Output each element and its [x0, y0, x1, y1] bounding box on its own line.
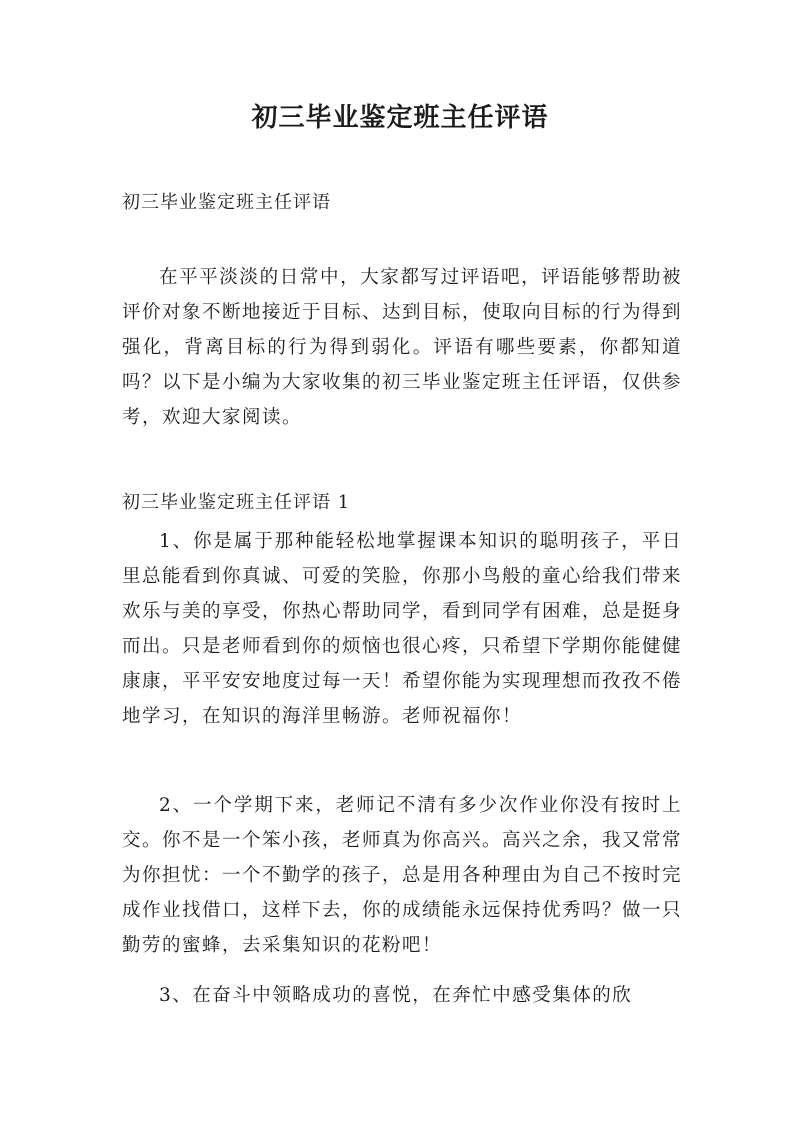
comment-paragraph-2: 2、一个学期下来，老师记不清有多少次作业你没有按时上交。你不是一个笨小孩，老师真为你高兴。高兴之余，我又常常为你担忧：一个不勤学的孩子，总是用各种理由为自己不按时完成作业找借口，这样下去，你的成绩能永远保持优秀吗？做一只勤劳的蜜蜂，去采集知识的花粉吧！	[122, 795, 683, 956]
comment-paragraph-3: 3、在奋斗中领略成功的喜悦，在奔忙中感受集体的欣	[159, 985, 633, 1006]
intro-paragraph: 在平平淡淡的日常中，大家都写过评语吧，评语能够帮助被评价对象不断地接近于目标、达到目标，使取向目标的行为得到强化，背离目标的行为得到弱化。评语有哪些要素，你都知道吗？以下是小编为大家收集的初三毕业鉴定班主任评语，仅供参考，欢迎大家阅读。	[122, 267, 683, 428]
page-title: 初三毕业鉴定班主任评语	[251, 103, 549, 133]
subtitle: 初三毕业鉴定班主任评语	[122, 192, 331, 213]
section-heading: 初三毕业鉴定班主任评语 1	[122, 492, 351, 513]
comment-paragraph-1: 1、你是属于那种能轻松地掌握课本知识的聪明孩子，平日里总能看到你真诚、可爱的笑脸，你那小鸟般的童心给我们带来欢乐与美的享受，你热心帮助同学，看到同学有困难，总是挺身而出。只是老师看到你的烦恼也很心疼，只希望下学期你能健健康康，平平安安地度过每一天！希望你能为实现理想而孜孜不倦地学习，在知识的海洋里畅游。老师祝福你！	[122, 531, 683, 727]
